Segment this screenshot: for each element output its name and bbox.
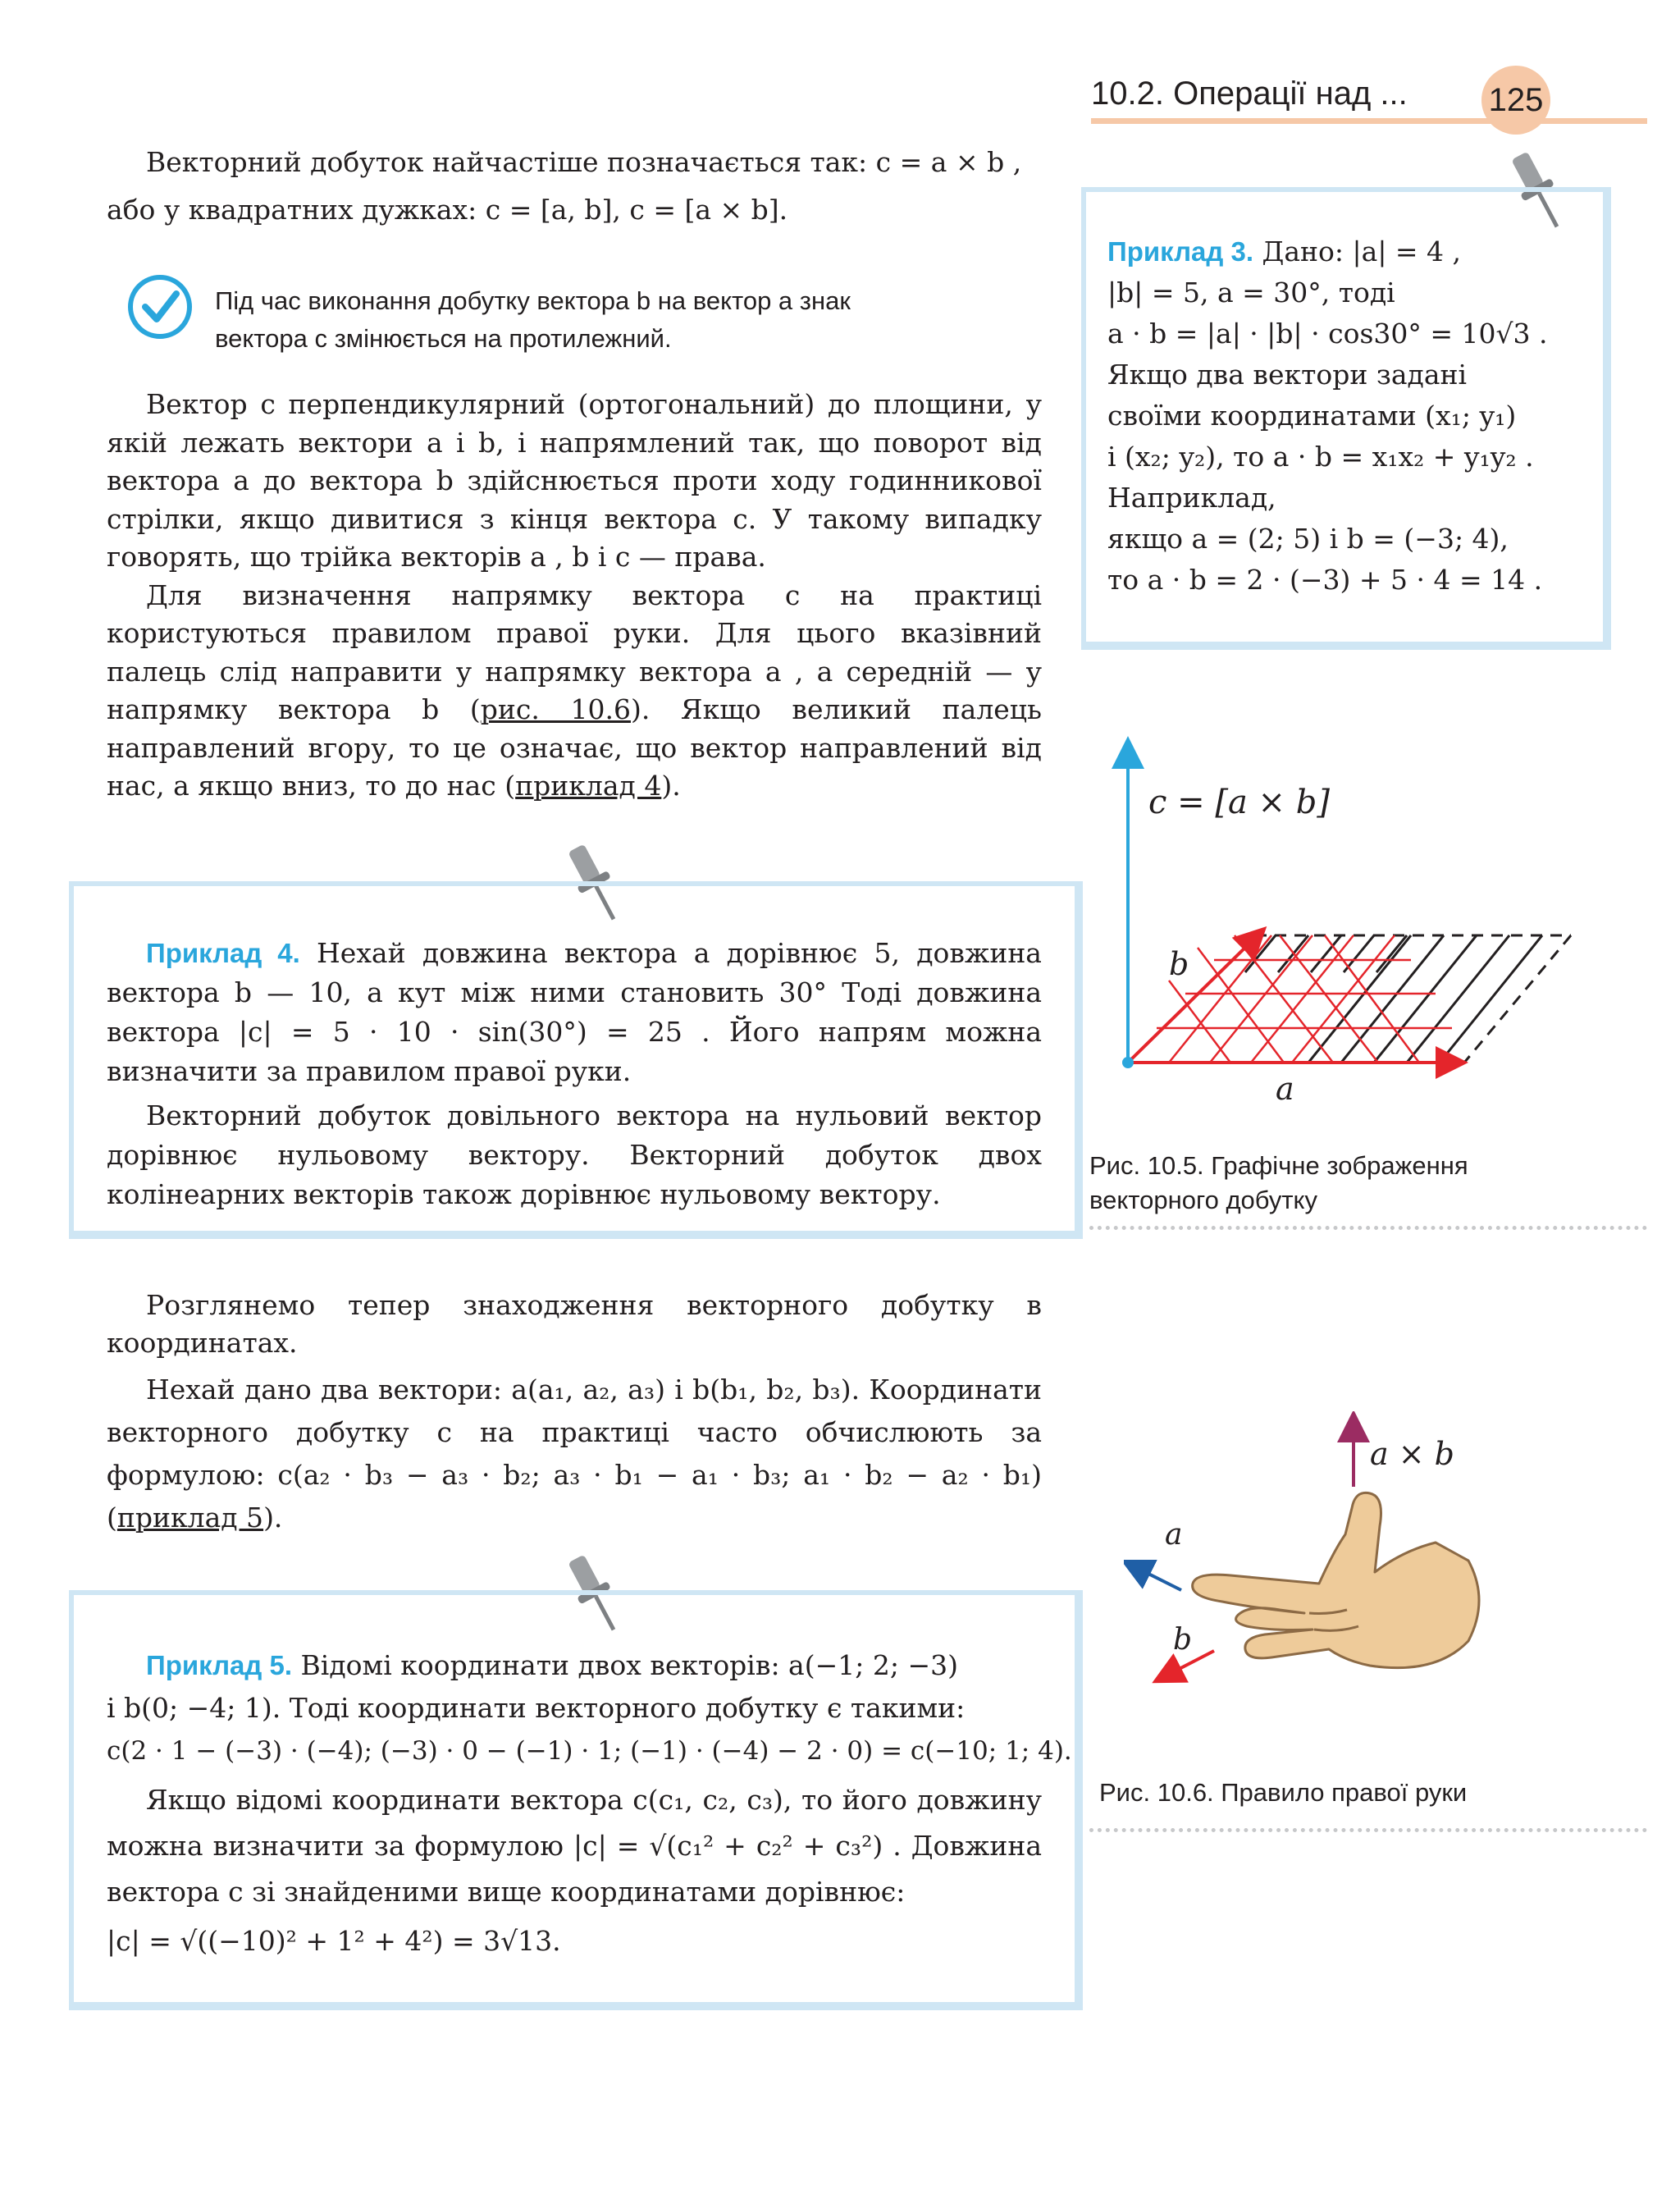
example-3-line: то a · b = 2 · (−3) + 5 · 4 = 14 . <box>1107 564 1543 596</box>
example-4-text: Нехай довжина вектора a дорівнює 5, довжина вектора b — 10, а кут між ними становить 30° Тоді довжина вектора |c| = 5 · 10 · sin(30°) = 25 . Його напрям можна визначити за правилом правої руки. <box>107 937 1042 1087</box>
figure-10-6-label-b: b <box>1173 1623 1193 1657</box>
body-section-1 <box>107 386 1042 806</box>
intro-line-2: або у квадратних дужках: c = [a, b], c = [a × b]. <box>107 194 788 226</box>
example-5-content <box>107 1644 1072 1963</box>
paragraph-orthogonal: Вектор c перпендикулярний (ортогональний) до площини, у якій лежать вектори a і b, і напрямлений так, що поворот від вектора a до вектора b здійснюється проти ходу годинникової стрілки, якщо дивитися з кінця вектора c. У такому випадку говорять, що трійка векторів a , b і c — права. <box>107 388 1042 573</box>
example-3-content <box>1107 231 1583 601</box>
example-4-title: Приклад 4. <box>146 938 300 968</box>
example-4-content <box>107 934 1042 1214</box>
figure-10-5-caption <box>1089 1149 1614 1218</box>
example-3-text: Дано: |a| = 4 , <box>1262 235 1462 267</box>
example-5-line-1 <box>107 1644 1042 1687</box>
example-3-line: Якщо два вектори задані <box>1107 359 1468 391</box>
example-5-line-3: c(2 · 1 − (−3) · (−4); (−3) · 0 − (−1) · 1; (−1) · (−4) − 2 · 0) = c(−10; 1; 4). <box>107 1736 1072 1766</box>
example-link-5[interactable]: приклад 5 <box>116 1502 264 1534</box>
caption-divider <box>1089 1226 1647 1230</box>
note-text <box>215 282 1035 358</box>
dashed-edge-right <box>1464 935 1571 1063</box>
figure-10-5-formula: c = [a × b] <box>1148 784 1330 821</box>
intro-line-1: Векторний добуток найчастіше позначається так: c = a × b , <box>146 146 1022 178</box>
example-3-line <box>1107 231 1583 272</box>
figure-10-5 <box>1091 734 1600 1128</box>
figure-10-6-caption: Рис. 10.6. Правило правої руки <box>1099 1778 1468 1807</box>
page-number: 125 <box>1481 66 1550 135</box>
note-line-2: вектора c змінюється на протилежний. <box>215 324 672 353</box>
section-title: 10.2. Операції над ... <box>1091 75 1408 112</box>
paragraph-coordinates-intro: Розглянемо тепер знаходження векторного добутку в координатах. <box>107 1289 1042 1359</box>
figure-10-5-label-a: a <box>1276 1071 1294 1107</box>
figure-10-6 <box>1124 1411 1534 1715</box>
paragraph-right-hand-rule <box>107 577 1042 806</box>
parallelogram-hatch <box>1245 935 1542 1063</box>
body-section-2 <box>107 1287 1042 1539</box>
caption-line: векторного добутку <box>1089 1186 1317 1214</box>
figure-10-6-diagram <box>1124 1411 1534 1715</box>
example-3-line: Наприклад, <box>1107 482 1276 514</box>
example-5-line-2: і b(0; −4; 1). Тоді координати векторного добутку є такими: <box>107 1692 966 1724</box>
example-5-result: |c| = √((−10)² + 1² + 4²) = 3√13. <box>107 1925 561 1957</box>
example-5-paragraph-2: Якщо відомі координати вектора c(c₁, c₂, c₃), то його довжину можна визначити за формулою |c| = √(c₁² + c₂² + c₃²) . Довжина вектора c зі знайденими вище координатами дорівнює: <box>107 1784 1042 1908</box>
paragraph-coordinates-formula <box>107 1369 1042 1539</box>
caption-divider <box>1089 1828 1647 1832</box>
intro-paragraph <box>107 143 1042 230</box>
red-grid <box>1157 935 1452 1063</box>
example-4-paragraph-1 <box>107 934 1042 1091</box>
text-segment: Для визначення напрямку вектора c на практиці користуються правилом правої руки. Для цього вказівний палець слід направити у напрямку вектора a , а середній — у напрямку вектора b ( <box>107 578 1042 725</box>
example-3-line: і (x₂; y₂), то a · b = x₁x₂ + y₁y₂ . <box>1107 441 1534 473</box>
check-icon <box>127 274 193 340</box>
example-3-title: Приклад 3. <box>1107 236 1254 267</box>
text-segment: ). <box>263 1502 283 1534</box>
note-line-1: Під час виконання добутку вектора b на вектор a знак <box>215 286 851 315</box>
example-link-4[interactable]: приклад 4 <box>515 770 662 802</box>
example-5-title: Приклад 5. <box>146 1650 293 1680</box>
example-3-line: якщо a = (2; 5) і b = (−3; 4), <box>1107 523 1509 555</box>
right-hand-illustration <box>1193 1492 1479 1667</box>
figure-10-5-label-b: b <box>1169 946 1189 982</box>
figure-link-10-6[interactable]: рис. 10.6 <box>480 693 631 725</box>
example-3-line: a · b = |a| · |b| · cos30° = 10√3 . <box>1107 318 1548 350</box>
caption-line: Рис. 10.5. Графічне зображення <box>1089 1151 1468 1180</box>
example-5-text: Відомі координати двох векторів: a(−1; 2; −3) <box>300 1649 958 1681</box>
vector-a-arrow <box>1135 1567 1181 1590</box>
text-segment: ). Якщо великий палець направлений вгору, то це означає, що вектор направлений від нас, а якщо вниз, то до нас ( <box>107 693 1042 802</box>
example-3-line: своїми координатами (x₁; y₁) <box>1107 400 1517 432</box>
figure-10-6-label-axb: a × b <box>1370 1436 1454 1472</box>
origin-point <box>1122 1057 1134 1068</box>
example-3-line: |b| = 5, a = 30°, тоді <box>1107 277 1395 309</box>
figure-10-6-label-a: a <box>1165 1518 1183 1552</box>
example-4-paragraph-2: Векторний добуток довільного вектора на нульовий вектор дорівнює нульовому вектору. Векторний добуток двох колінеарних векторів також дорівнює нульовому вектору. <box>107 1099 1042 1210</box>
text-segment: ). <box>661 770 681 802</box>
text-segment: Нехай дано два вектори: a(a₁, a₂, a₃) і b(b₁, b₂, b₃). Координати векторного добутку c на практиці часто обчислюють за формулою: c(a₂ · b₃ − a₃ · b₂; a₃ · b₁ − a₁ · b₃; a₁ · b₂ − a₂ · b₁) ( <box>107 1374 1042 1534</box>
header-rule <box>1091 118 1647 124</box>
